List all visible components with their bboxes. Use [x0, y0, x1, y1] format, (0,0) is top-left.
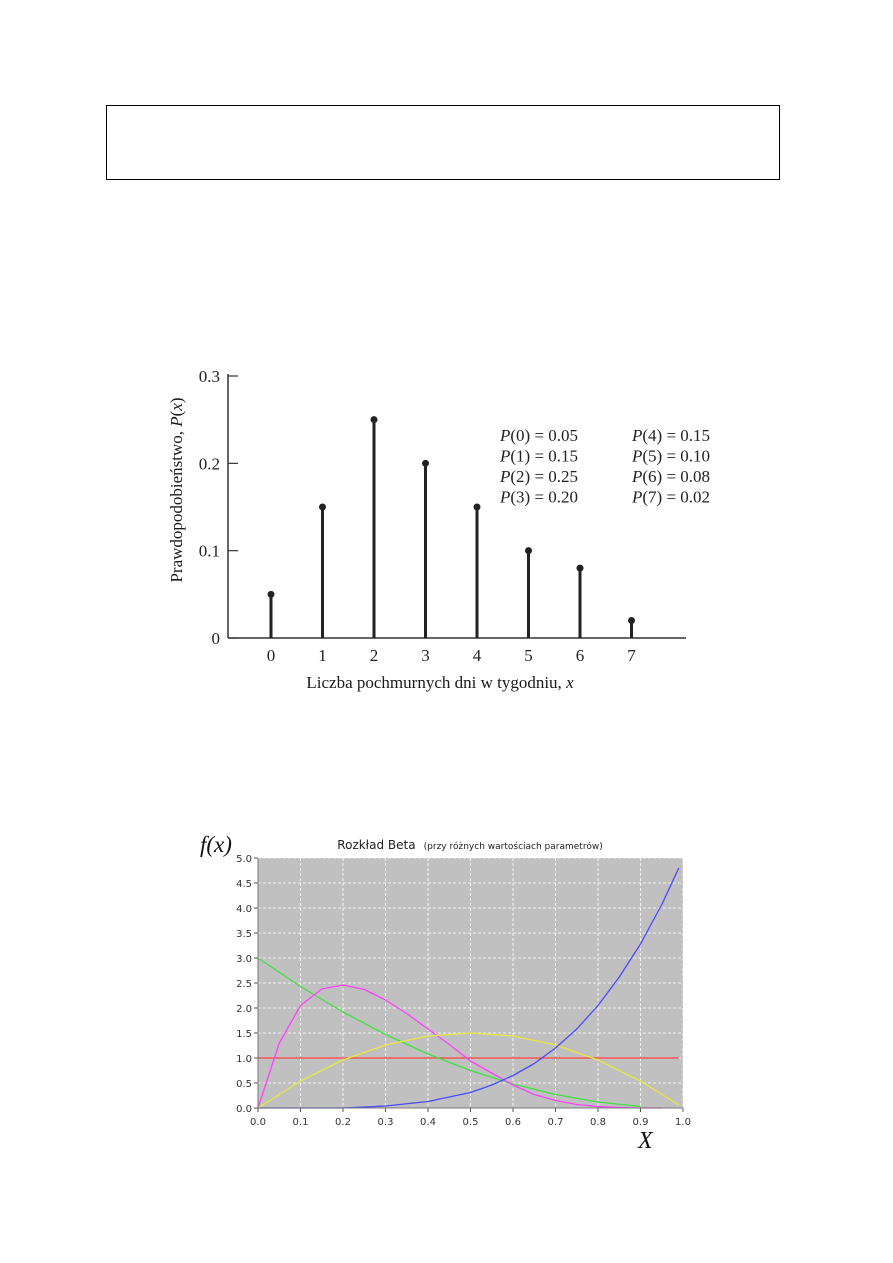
y-tick-label: 1.0	[236, 1054, 252, 1065]
y-tick-label: 2.5	[236, 979, 252, 990]
x-tick-label: 0.6	[505, 1117, 521, 1128]
y-tick-label: 2.0	[236, 1004, 252, 1015]
x-tick-label: 7	[627, 646, 636, 665]
annotation-0: P(0) = 0.05	[500, 426, 579, 445]
chart-title	[337, 834, 602, 853]
annotation-2: P(2) = 0.25	[500, 467, 579, 486]
x-tick-label: 1	[318, 646, 327, 665]
x-tick-label: 5	[524, 646, 533, 665]
x-tick-label: 6	[575, 646, 585, 665]
x-axis-label: Liczba pochmurnych dni w tygodniu, x	[306, 673, 574, 692]
chart-subtitle: (przy różnych wartościach parametrów)	[423, 842, 603, 852]
x-tick-label: 1.0	[675, 1117, 691, 1128]
annotation-4: P(4) = 0.15	[632, 426, 711, 445]
y-tick-label: 4.0	[236, 904, 252, 915]
y-axis-label: Prawdopodobieństwo, P(x)	[167, 397, 186, 583]
x-tick-label: 0.2	[335, 1117, 351, 1128]
y-tick-label: 4.5	[236, 879, 252, 890]
annotation-1: P(1) = 0.15	[500, 446, 579, 466]
y-tick-label: 0.5	[236, 1079, 252, 1090]
annotation-5: P(5) = 0.10	[632, 446, 711, 466]
y-tick-label: 3.0	[236, 954, 252, 965]
annotation-3: P(3) = 0.20	[500, 487, 579, 507]
x-tick-label: 0.3	[377, 1117, 394, 1128]
x-tick-label: 0.0	[250, 1117, 266, 1128]
annotation-7: P(7) = 0.02	[632, 487, 711, 507]
y-tick-label: 0.0	[236, 1104, 252, 1115]
x-axis-label: X	[638, 1128, 653, 1154]
y-tick-label: 0.3	[198, 367, 220, 386]
x-tick-label: 2	[369, 646, 379, 665]
x-tick-label: 4	[472, 646, 482, 665]
x-tick-label: 0.5	[462, 1117, 479, 1128]
y-tick-label: 0.1	[198, 541, 220, 561]
x-tick-label: 0.1	[292, 1117, 309, 1128]
y-tick-label: 0	[211, 629, 220, 648]
chart-title-main: Rozkład Beta	[337, 838, 416, 852]
y-tick-label: 0.2	[198, 454, 220, 474]
y-tick-label: 1.5	[236, 1029, 252, 1040]
x-tick-label: 0.9	[632, 1117, 649, 1128]
x-tick-label: 0.7	[547, 1117, 564, 1128]
y-tick-label: 5.0	[236, 854, 252, 865]
x-tick-label: 0.8	[590, 1117, 606, 1128]
x-tick-label: 3	[421, 646, 430, 665]
x-tick-label: 0	[266, 646, 276, 665]
y-axis-label: f(x)	[200, 832, 232, 857]
x-tick-label: 0.4	[420, 1117, 436, 1128]
y-tick-label: 3.5	[236, 929, 252, 940]
annotation-6: P(6) = 0.08	[632, 467, 711, 486]
